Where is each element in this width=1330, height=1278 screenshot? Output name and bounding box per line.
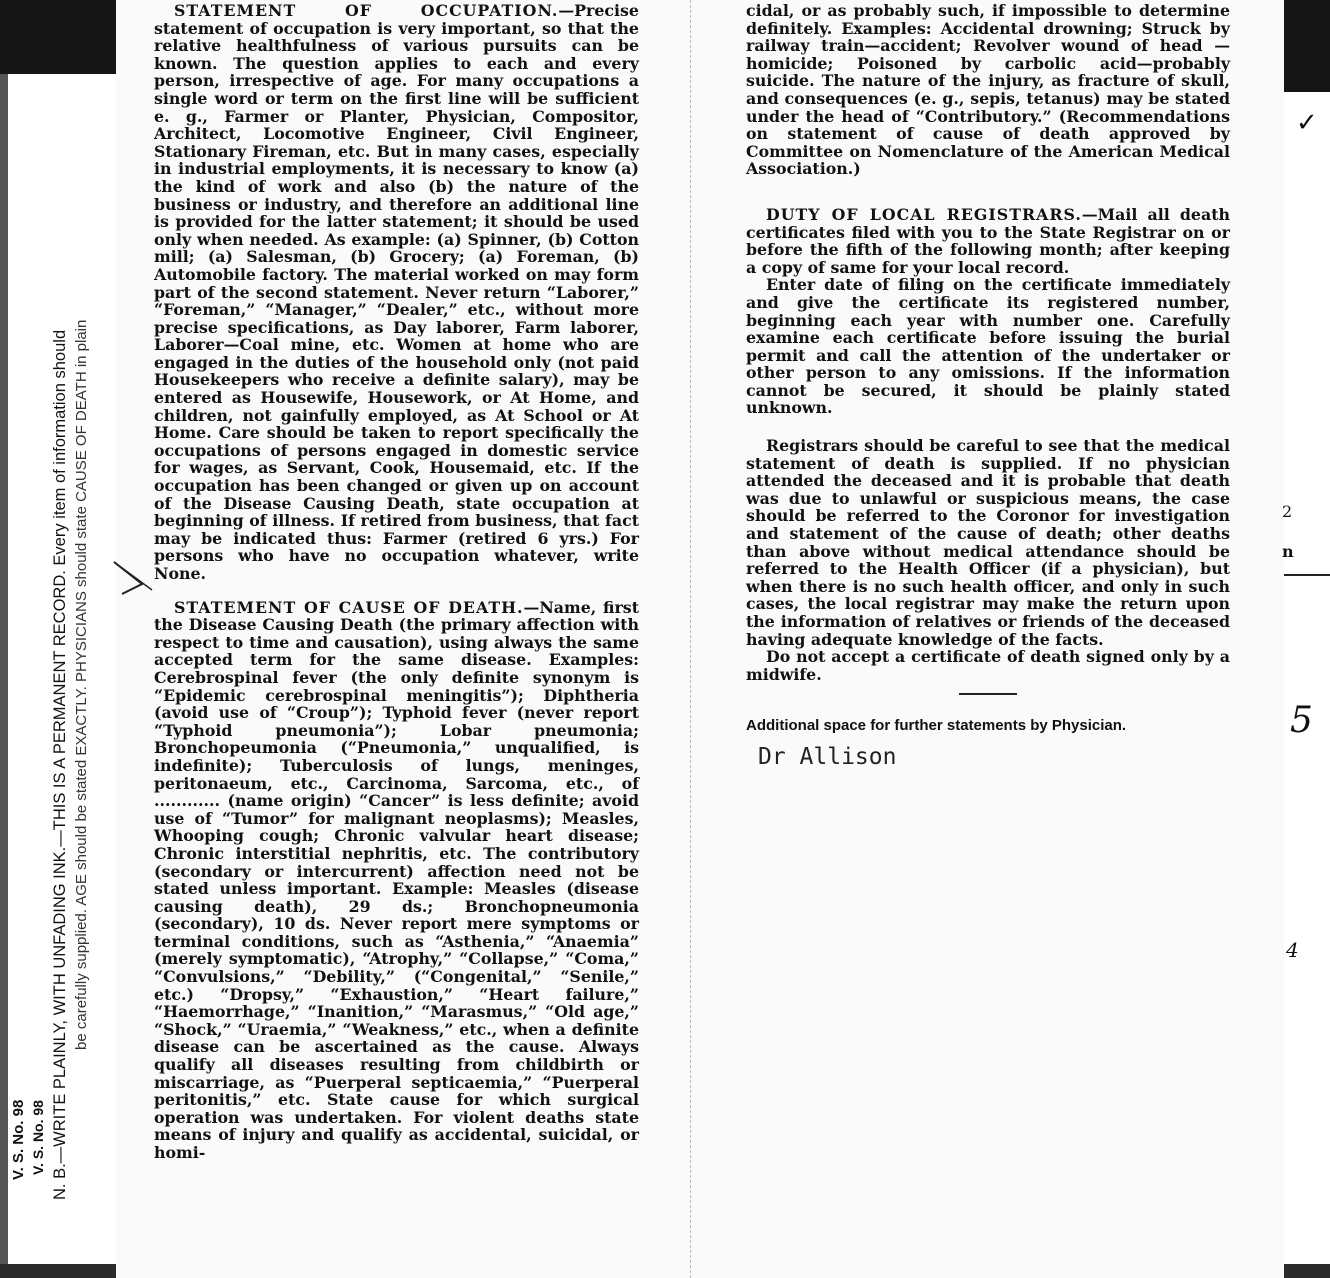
typed-physician-entry: Dr Allison [758,744,897,770]
scan-edge-top-left [0,0,116,74]
form-number-duplicate: V. S. No. 98 [30,1100,46,1175]
scan-edge-top-right [1284,0,1330,92]
right-margin-line [1284,574,1330,576]
right-margin-mark-5: 4 [1286,938,1299,962]
midwife-paragraph: Do not accept a certificate of death signed only by a midwife. [746,647,1230,684]
margin-instruction-line-2: be carefully supplied. AGE should be stated EXACTLY. PHYSICIANS should state CAUSE OF DEATH in plain [73,319,90,1050]
page-fold-line [690,0,692,1278]
enter-date-paragraph: Enter date of filing on the certificate immediately and give the certificate its registered number, beginning each year with number one. Carefully examine each certificate before issuing the burial permit and call the attention of the undertaker or other person to any omissions. If the information cannot be secured, it should be plainly stated unknown. [746,275,1230,418]
form-number: V. S. No. 98 [10,1099,27,1180]
right-column [746,2,1230,735]
duty-heading: DUTY OF LOCAL REGISTRARS. [766,204,1082,224]
occupation-text: —Precise statement of occupation is very important, so that the relative healthfulness of various pursuits can be known. The question applies to each and every person, irrespective of age. For many occupations a single word or term on the first line will be sufficient e. g., Farmer or Planter, Physician, Compositor, Architect, Locomotive Engineer, Civil Engineer, Stationary Fireman, etc. But in many cases, especially in industrial employments, it is necessary to know (a) the kind of work and also (b) the nature of the business or industry, and therefore an additional line is provided for the latter statement; it should be used only when needed. As example: (a) Spinner, (b) Cotton mill; (a) Salesman, (b) Grocery; (a) Foreman, (b) Automobile factory. The material worked on may form part of the second statement. Never return “Laborer,” “Foreman,” “Manager,” “Dealer,” etc., without more precise specifications, as Day laborer, Farm laborer, Laborer—Coal mine, etc. Women at home who are engaged in the duties of the household only (not paid Housekeepers who receive a definite salary), may be entered as Housewife, Housework, or At Home, and children, not gainfully employed, as At School or At Home. Care should be taken to report specifically the occupations of persons engaged in domestic service for wages, as Servant, Cook, Housemaid, etc. If the occupation has been changed or given up on account of the Disease Causing Death, state occupation at beginning of illness. If retired from business, that fact may be indicated thus: Farmer (retired 6 yrs.) For persons who have no occupation whatever, write None. [154,1,639,583]
right-margin-mark-4: 5 [1290,700,1313,741]
occupation-paragraph [154,2,639,583]
continuation-paragraph: cidal, or as probably such, if impossible to determine definitely. Examples: Accidental drowning; Struck by railway train—accident; Revolver wound of head —homicide; Poisoned by carbolic acid—probably suicide. The nature of the injury, as fracture of skull, and consequences (e. g., sepis, tetanus) may be stated under the head of “Contributory.” (Recommendations on statement of cause of death approved by Committee on Nomenclature of the American Medical Association.) [746,1,1230,179]
scan-edge-left-strip [0,74,8,1278]
section-divider [959,693,1017,695]
cause-heading: STATEMENT OF CAUSE OF DEATH. [174,597,524,617]
duty-text: —Mail all death certificates filed with you to the State Registrar on or before the fifth of the following month; after keeping a copy of same for your local record. [746,204,1231,277]
right-margin-mark-1: ✓ [1296,108,1318,138]
margin-instructions [50,70,92,1200]
right-margin-mark-2: 2 [1282,502,1293,521]
additional-space-label: Additional space for further statements by Physician. [746,717,1127,735]
registrars-paragraph: Registrars should be careful to see that the medical statement of death is supplied. If no physician attended the deceased and it is probable that death was due to unlawful or suspicious means, the case should be referred to the Coronor for investigation and statement of the cause of death; other deaths than above without medical attendance should be referred to the Health Officer (if a physician), but when there is no such health officer, and only in such cases, the local registrar may make the return upon the information of relatives or friends of the deceased having adequate knowledge of the facts. [746,436,1230,649]
right-margin-mark-3: n [1282,542,1294,561]
duty-paragraph [746,206,1230,276]
margin-instruction-line-1: N. B.—WRITE PLAINLY, WITH UNFADING INK.—THIS IS A PERMANENT RECORD. Every item of information should [51,329,69,1200]
cause-text: —Name, first the Disease Causing Death (the primary affection with respect to time and causation), using always the same accepted term for the same disease. Examples: Cerebrospinal fever (the only definite synonym is “Epidemic cerebrospinal meningitis”); Diphtheria (avoid use of “Croup”); Typhoid fever (never report “Typhoid pneumonia”); Lobar pneumonia; Bronchopeumonia (“Pneumonia,” unqualified, is indefinite); Tuberculosis of lungs, meninges, peritonaeum, etc., Carcinoma, Sarcoma, etc., of ............ (name origin) “Cancer” is less definite; avoid use of “Tumor” for malignant neoplasms); Measles, Whooping cough; Chronic valvular heart disease; Chronic interstitial nephritis, etc. The contributory (secondary or intercurrent) affection need not be stated unless important. Example: Measles (disease causing death), 29 ds.; Bronchopneumonia (secondary), 10 ds. Never report mere symptoms or terminal conditions, such as “Asthenia,” “Anaemia” (merely symptomatic), “Atrophy,” “Collapse,” “Coma,” “Convulsions,” “Debility,” (“Congenital,” “Senile,” etc.) “Dropsy,” “Exhaustion,” “Heart failure,” “Haemorrhage,” “Inanition,” “Marasmus,” “Old age,” “Shock,” “Uraemia,” “Weakness,” etc., when a definite disease can be ascertained as the cause. Always qualify all diseases resulting from childbirth or miscarriage, as “Puerperal septicaemia,” “Puerperal peritonitis,” etc. State cause for which surgical operation was undertaken. For violent deaths state means of injury and qualify as accidental, suicidal, or homi- [154,597,639,1162]
occupation-heading: STATEMENT OF OCCUPATION. [174,1,559,20]
cause-paragraph [154,599,639,1162]
left-column [154,2,639,1162]
